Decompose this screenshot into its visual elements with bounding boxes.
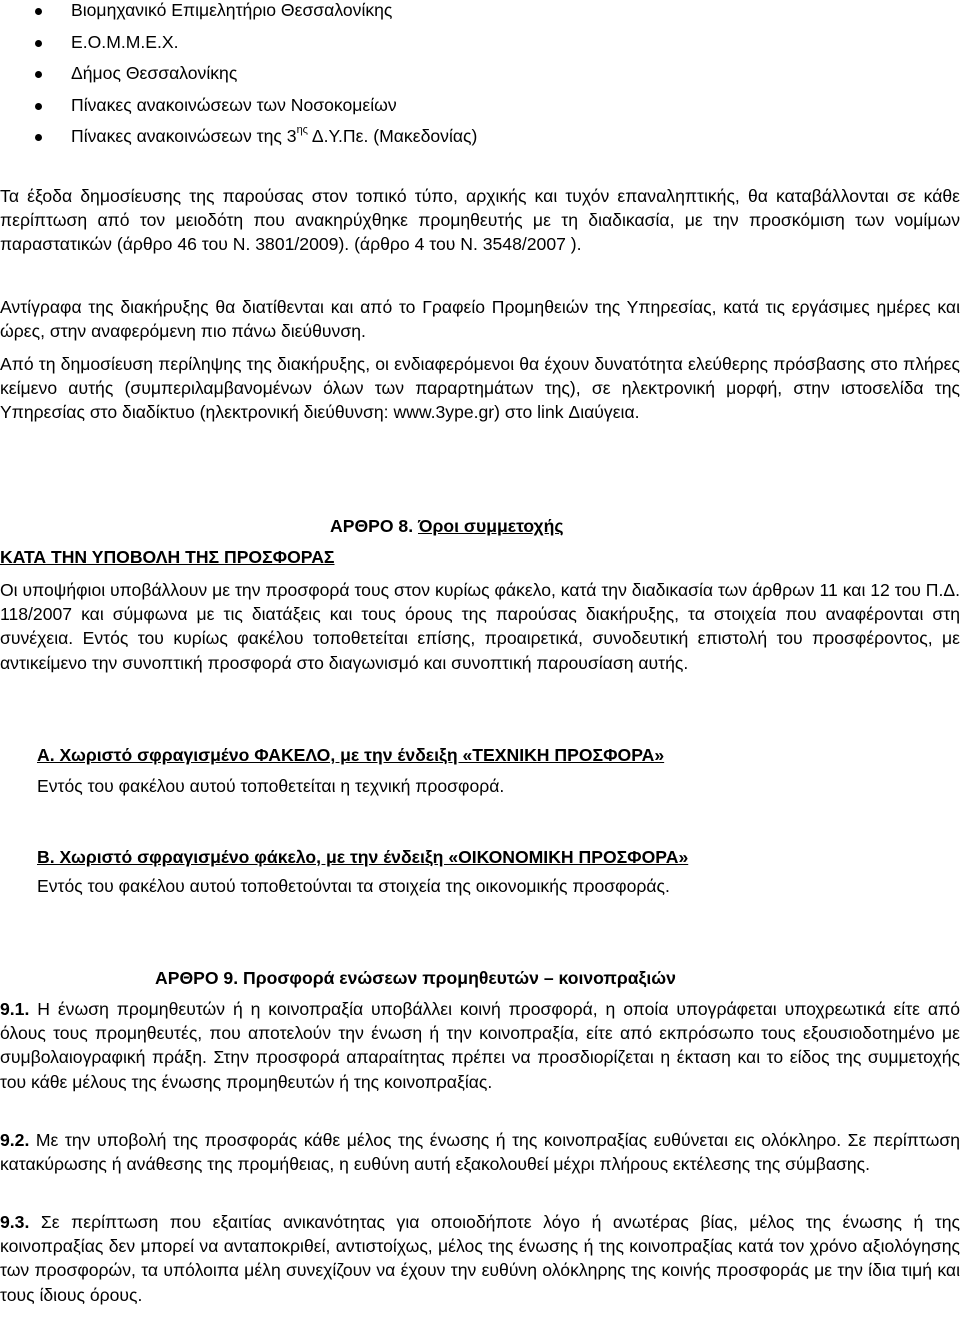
item-text: Με την υποβολή της προσφοράς κάθε μέλος της ένωσης ή της κοινοπραξίας ευθύνεται εις ολόκληρο. Σε περίπτωση κατακύρωσης ή ανάθεσης της προμήθειας, η ευθύνη αυτή εξακολουθεί μέχρι πλήρους εκτέλεσης της σύμβασης.: [0, 1130, 960, 1175]
article-9-item: [0, 997, 960, 1094]
envelope-a-heading: Α. Χωριστό σφραγισμένο ΦΑΚΕΛΟ, με την ένδειξη «ΤΕΧΝΙΚΗ ΠΡΟΣΦΟΡΑ»: [37, 745, 665, 765]
item-number: 9.2.: [0, 1130, 30, 1150]
bullet-text: Πίνακες ανακοινώσεων της 3: [71, 126, 297, 146]
item-text: Σε περίπτωση που εξαιτίας ανικανότητας για οποιοδήποτε λόγο ή ανωτέρας βίας, μέλος της ένωσης ή της κοινοπραξίας δεν μπορεί να ανταποκριθεί, αντιστοίχως, μέλος της ένωσης ή της κοινοπραξίας κατά τον χρόνο αξιολόγησης των προσφορών, τα υπόλοιπα μέλη συνεχίζουν να έχουν την ευθύνη ολόκληρης της κοινής προσφοράς με την ίδια τιμή και τους ίδιους όρους.: [0, 1212, 960, 1305]
item-number: 9.3.: [0, 1212, 30, 1232]
bullet-item: Δήμος Θεσσαλονίκης: [0, 58, 960, 90]
envelope-b-heading: Β. Χωριστό σφραγισμένο φάκελο, με την ένδειξη «ΟΙΚΟΝΟΜΙΚΗ ΠΡΟΣΦΟΡΑ»: [37, 847, 689, 867]
bullet-item: Ε.Ο.Μ.Μ.Ε.Χ.: [0, 27, 960, 59]
item-number: 9.1.: [0, 999, 30, 1019]
article-9-item: [0, 1128, 960, 1176]
envelope-a-body: Εντός του φακέλου αυτού τοποθετείται η τεχνική προσφορά.: [37, 776, 505, 796]
article-8-number: ΑΡΘΡΟ 8.: [330, 516, 414, 536]
paragraph-access: Από τη δημοσίευση περίληψης της διακήρυξης, οι ενδιαφερόμενοι θα έχουν δυνατότητα ελεύθερης πρόσβασης στο πλήρες κείμενο αυτής (συμπεριλαμβανομένων όλων των παραρτημάτων της), σε ηλεκτρονική μορφή, στην ιστοσελίδα της Υπηρεσίας στο διαδίκτυο (ηλεκτρονική διεύθυνση: www.3ype.gr) στο link Διαύγεια.: [0, 354, 960, 423]
article-8-subheading: ΚΑΤΑ ΤΗΝ ΥΠΟΒΟΛΗ ΤΗΣ ΠΡΟΣΦΟΡΑΣ: [0, 547, 335, 567]
bullet-item: Βιομηχανικό Επιμελητήριο Θεσσαλονίκης: [0, 0, 960, 27]
bullet-item: [0, 121, 960, 153]
item-text: Η ένωση προμηθευτών ή η κοινοπραξία υποβάλλει κοινή προσφορά, η οποία υπογράφεται υποχρεωτικά είτε από όλους τους προμηθευτές, που αποτελούν την ένωση ή την κοινοπραξία, είτε από εκπρόσωπο τους εξουσιοδοτημένο με συμβολαιογραφική πράξη. Στην προσφορά απαραίτητας πρέπει να προσδιορίζεται η έκταση και το είδος της συμμετοχής του κάθε μέλους της ένωσης προμηθευτών ή της κοινοπραξίας.: [0, 999, 960, 1092]
envelope-b-body: Εντός του φακέλου αυτού τοποθετούνται τα στοιχεία της οικονομικής προσφοράς.: [37, 876, 670, 896]
paragraph-costs: Τα έξοδα δημοσίευσης της παρούσας στον τοπικό τύπο, αρχικής και τυχόν επαναληπτικής, θα καταβάλλονται σε κάθε περίπτωση από τον μειοδότη που ανακηρύχθηκε προμηθευτής με τη διαδικασία, με την προσκόμιση των νομίμων παραστατικών (άρθρο 46 του Ν. 3801/2009). (άρθρο 4 του Ν. 3548/2007 ).: [0, 186, 960, 255]
bullet-item: Πίνακες ανακοινώσεων των Νοσοκομείων: [0, 90, 960, 122]
article-8-title: Όροι συμμετοχής: [418, 516, 564, 536]
bullet-list: [0, 0, 960, 153]
superscript: ης: [296, 124, 308, 137]
article-9-heading: ΑΡΘΡΟ 9. Προσφορά ενώσεων προμηθευτών – κοινοπραξιών: [155, 968, 676, 988]
paragraph-copies: Αντίγραφα της διακήρυξης θα διατίθενται και από το Γραφείο Προμηθειών της Υπηρεσίας, κατά τις εργάσιμες ημέρες και ώρες, στην αναφερόμενη πιο πάνω διεύθυνση.: [0, 297, 960, 342]
article-9-item: [0, 1210, 960, 1307]
bullet-text: Δ.Υ.Πε. (Μακεδονίας): [307, 126, 478, 146]
article-8-heading: [330, 514, 930, 538]
article-8-body: Οι υποψήφιοι υποβάλλουν με την προσφορά τους στον κυρίως φάκελο, κατά την διαδικασία των άρθρων 11 και 12 του Π.Δ. 118/2007 και σύμφωνα με τις διατάξεις και τους όρους της παρούσας διακήρυξης, τα στοιχεία που αναφέρονται στη συνέχεια. Εντός του κυρίως φακέλου τοποθετείται επίσης, προαιρετικά, συνοδευτική επιστολή του προσφέροντος, με αντικείμενο την συνοπτική προσφορά στο διαγωνισμό και συνοπτική παρουσίαση αυτής.: [0, 580, 960, 673]
